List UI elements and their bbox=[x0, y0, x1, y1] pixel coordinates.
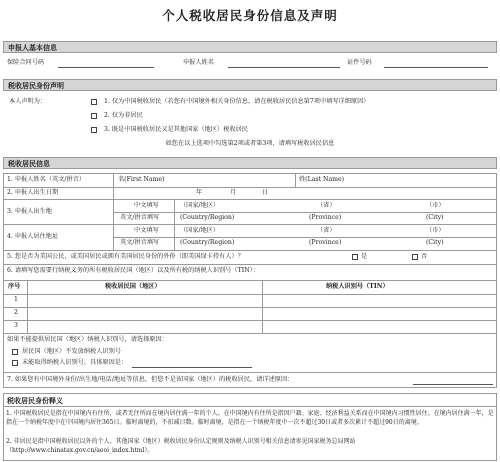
residence-city-cn[interactable]: （市） bbox=[426, 227, 445, 234]
foreign-info-question: 7. 如果您有中国境外身份/出生地/电话/地址等信息，但您不是该国家（地区）的税收居民，请详述原因： bbox=[7, 376, 294, 383]
resident-info-header: 税收居民信息 bbox=[3, 157, 497, 169]
month-label: 月 bbox=[230, 189, 237, 196]
name-en-label: 1. 申报人姓名（英文/拼音） bbox=[7, 176, 86, 183]
residence-cn-label: 中文填写 bbox=[134, 227, 159, 234]
basic-info-header: 申报人基本信息 bbox=[3, 41, 497, 53]
last-name-label: 姓(Last Name) bbox=[299, 176, 345, 183]
residence-country-cn[interactable]: （国家/地区） bbox=[180, 227, 220, 234]
tin-row-number: 2 bbox=[14, 309, 18, 316]
residence-province-cn[interactable]: （省） bbox=[317, 227, 336, 234]
tin-number-cell[interactable] bbox=[264, 321, 496, 332]
residence-province-en[interactable]: (Province) bbox=[309, 239, 342, 246]
id-number-label: 证件号码 bbox=[347, 59, 372, 66]
declaration-note: 如您在以上选项中勾选第2项或者第3项，请填写税收居民信息 bbox=[165, 140, 335, 147]
col-no-header: 序号 bbox=[8, 283, 21, 290]
birthplace-province-en[interactable]: (Province) bbox=[309, 214, 342, 221]
foreign-info-field[interactable] bbox=[413, 384, 493, 385]
last-name-field[interactable] bbox=[299, 177, 493, 186]
day-label: 日 bbox=[262, 189, 269, 196]
option3-checkbox[interactable] bbox=[91, 127, 97, 133]
policy-number-field[interactable] bbox=[58, 67, 154, 68]
tin-row-number: 1 bbox=[14, 296, 18, 303]
residence-label: 4. 申报人居住地址 bbox=[7, 233, 59, 240]
applicant-name-label: 申报人姓名 bbox=[183, 59, 214, 66]
declare-label: 本人声明为： bbox=[9, 98, 47, 105]
no-tin-reason-a-checkbox[interactable] bbox=[12, 349, 18, 355]
us-no-label: 否 bbox=[421, 253, 428, 260]
no-tin-reason-field[interactable] bbox=[132, 367, 252, 368]
declaration-header: 税收居民身份声明 bbox=[3, 79, 497, 91]
col-tin-header: 纳税人识别号（TIN） bbox=[326, 283, 389, 290]
option2-checkbox[interactable] bbox=[91, 113, 97, 119]
form-title: 个人税收居民身份信息及声明 bbox=[162, 8, 338, 23]
no-tin-reason-b: 未能取得纳税人识别号，具体原因是： bbox=[22, 359, 128, 366]
birth-date-label: 2. 申报人出生日期 bbox=[7, 189, 59, 196]
residence-city-en[interactable]: (City) bbox=[426, 239, 444, 246]
id-number-field[interactable] bbox=[384, 67, 488, 68]
tin-number-cell[interactable] bbox=[264, 295, 496, 306]
explanation-para-2: 2. 非居民是指中国税收居民以外的个人。其他国家（地区）税收居民身份认定规则及纳税人识别号相关信息请参见国家税务总局网站（http://www.chinatax.gov.cn/aeoi_index.html）。 bbox=[6, 438, 356, 454]
option1-text: 1. 仅为中国税收居民（若您有中国境外相关身份信息，请在税收居民信息第7项中填写详细原因） bbox=[104, 98, 370, 105]
us-person-question: 5. 您是否为美国公民，或美国居民或拥有美国居民身份的外侨（即美国绿卡持有人）？ bbox=[7, 253, 244, 260]
no-tin-reason-b-checkbox[interactable] bbox=[12, 360, 18, 366]
tin-country-cell[interactable] bbox=[29, 295, 261, 306]
residence-country-en[interactable]: (Country/Region) bbox=[180, 239, 235, 246]
no-tin-reason-a: 居民国（地区）不发放纳税人识别号 bbox=[22, 348, 121, 355]
applicant-name-field[interactable] bbox=[228, 67, 340, 68]
us-yes-checkbox[interactable] bbox=[352, 254, 358, 260]
first-name-label: 名(First Name) bbox=[118, 176, 165, 183]
birthplace-city-en[interactable]: (City) bbox=[426, 214, 444, 221]
tin-row-number: 3 bbox=[14, 322, 18, 329]
birthplace-city-cn[interactable]: （市） bbox=[426, 202, 445, 209]
birthplace-en-label: 英文/拼音填写 bbox=[120, 214, 160, 221]
birthplace-label: 3. 申报人出生地 bbox=[7, 208, 52, 215]
no-tin-question: 如果不能提供居民国（地区）纳税人识别号，请选择原因： bbox=[7, 336, 168, 343]
option2-text: 2. 仅为非居民 bbox=[104, 112, 143, 119]
col-country-header: 税收居民国（地区） bbox=[105, 283, 161, 290]
birthplace-cn-label: 中文填写 bbox=[134, 202, 159, 209]
option3-text: 3. 既是中国税收居民又是其他国家（地区）税收居民 bbox=[104, 126, 248, 133]
us-no-checkbox[interactable] bbox=[412, 254, 418, 260]
explanation-header: 税收居民身份释义 bbox=[7, 396, 63, 405]
birthplace-country-en[interactable]: (Country/Region) bbox=[180, 214, 235, 221]
option1-checkbox[interactable] bbox=[91, 99, 97, 105]
tin-instruction: 6. 请填写您需要行纳税义务的所有税收居民国（地区）以及所有税的纳税人识别号（TIN）： bbox=[7, 267, 259, 274]
year-label: 年 bbox=[196, 189, 203, 196]
policy-number-label: 保险合同号码 bbox=[7, 59, 45, 66]
us-yes-label: 是 bbox=[361, 253, 368, 260]
tin-country-cell[interactable] bbox=[29, 308, 261, 319]
explanation-para-1: 1. 中国税收居民是指在中国境内有住所，或者无住所而在境内居住满一年的个人。在中国境内有住所是指因户籍、家庭、经济利益关系而在中国境内习惯性居住。在境内居住满一年，是指在一个纳税年度中在中国境内居住365日。临时离境的，不扣减日数。临时离境，是指在一个纳税年度中一次不超过30日或者多次累计不超过90日的离境。 bbox=[6, 410, 494, 426]
birthplace-country-cn[interactable]: （国家/地区） bbox=[180, 202, 220, 209]
first-name-field[interactable] bbox=[118, 177, 292, 186]
birthplace-province-cn[interactable]: （省） bbox=[317, 202, 336, 209]
residence-en-label: 英文/拼音填写 bbox=[120, 239, 160, 246]
tin-number-cell[interactable] bbox=[264, 308, 496, 319]
tin-country-cell[interactable] bbox=[29, 321, 261, 332]
